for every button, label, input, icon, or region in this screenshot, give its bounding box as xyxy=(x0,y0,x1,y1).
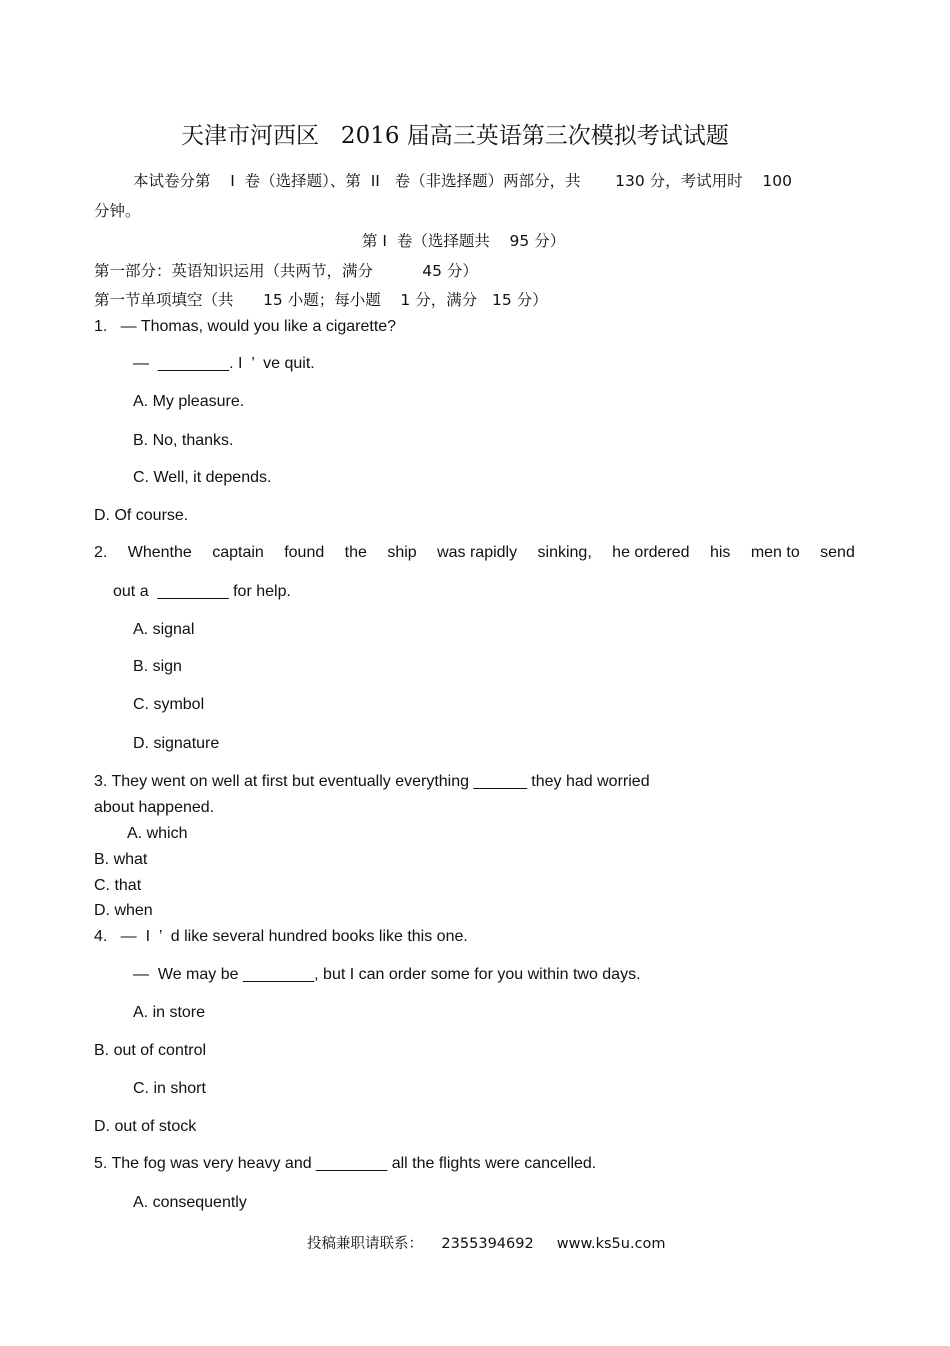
question-4-stem: 4. — I ’ d like several hundred books like this one. xyxy=(94,928,468,945)
stem-word: 2. xyxy=(94,544,108,561)
question-1-stem: 1. — Thomas, would you like a cigarette? xyxy=(94,318,397,335)
question-4-option-b: B. out of control xyxy=(94,1042,207,1059)
section-part-heading: 第一部分：英语知识运用（共两节，满分 45 分） xyxy=(94,262,478,280)
stem-word: was rapidly xyxy=(437,544,518,561)
question-2-option-c: C. symbol xyxy=(133,696,205,713)
stem-word: the xyxy=(344,544,367,561)
question-4-reply: — We may be ________, but I can order some for you within two days. xyxy=(133,966,641,983)
question-3-option-b: B. what xyxy=(94,851,148,868)
question-1-option-d: D. Of course. xyxy=(94,507,189,524)
stem-word: found xyxy=(284,544,325,561)
question-5-stem: 5. The fog was very heavy and ________ all the flights were cancelled. xyxy=(94,1155,597,1172)
question-3-option-d: D. when xyxy=(94,902,153,919)
intro-line-2: 分钟。 xyxy=(94,202,141,220)
question-2-stem xyxy=(94,543,855,563)
stem-word: ship xyxy=(387,544,417,561)
question-2-stem-continued: out a ________ for help. xyxy=(113,583,291,600)
footer-contact: 投稿兼职请联系： 2355394692 www.ks5u.com xyxy=(307,1236,666,1252)
question-5-option-a: A. consequently xyxy=(133,1194,247,1211)
question-2-option-a: A. signal xyxy=(133,621,195,638)
intro-line-1: 本试卷分第 I 卷（选择题）、第 II 卷（非选择题）两部分，共 130 分，考试用时 100 xyxy=(133,172,792,190)
stem-word: his xyxy=(709,544,731,561)
question-4-option-a: A. in store xyxy=(133,1004,206,1021)
question-3-stem-continued: about happened. xyxy=(94,799,215,816)
question-1-option-b: B. No, thanks. xyxy=(133,432,234,449)
stem-word: sinking, xyxy=(537,544,592,561)
question-3-option-a: A. which xyxy=(127,825,188,842)
question-4-option-c: C. in short xyxy=(133,1080,206,1097)
question-3-stem: 3. They went on well at first but eventually everything ______ they had worried xyxy=(94,773,650,790)
question-1-option-c: C. Well, it depends. xyxy=(133,469,272,486)
question-1-reply: — ________. I ’ ve quit. xyxy=(133,355,315,372)
page-title: 天津市河西区 2016 届高三英语第三次模拟考试试题 xyxy=(181,123,729,149)
stem-word: he ordered xyxy=(612,544,690,561)
stem-word: men to xyxy=(750,544,800,561)
question-3-option-c: C. that xyxy=(94,877,142,894)
stem-word: send xyxy=(820,544,855,561)
question-2-option-d: D. signature xyxy=(133,735,220,752)
stem-word: captain xyxy=(212,544,264,561)
section-1-heading: 第一节单项填空（共 15 小题；每小题 1 分，满分 15 分） xyxy=(94,291,548,309)
question-1-option-a: A. My pleasure. xyxy=(133,393,245,410)
stem-word: Whenthe xyxy=(127,544,192,561)
part-heading: 第 I 卷（选择题共 95 分） xyxy=(362,232,566,250)
question-4-option-d: D. out of stock xyxy=(94,1118,197,1135)
question-2-option-b: B. sign xyxy=(133,658,182,675)
